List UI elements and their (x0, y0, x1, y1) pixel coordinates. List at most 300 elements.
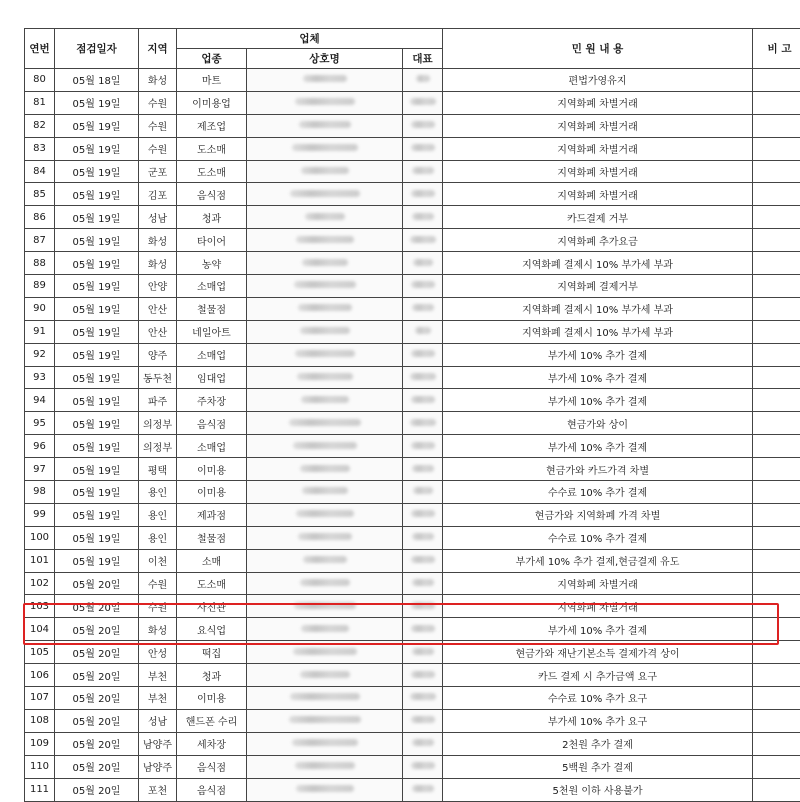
cell-region: 화성 (139, 229, 177, 252)
cell-remarks (753, 641, 800, 664)
redacted-text (301, 167, 349, 174)
cell-date: 05월 19일 (55, 503, 139, 526)
cell-region: 수원 (139, 91, 177, 114)
cell-no: 107 (25, 687, 55, 710)
cell-date: 05월 20일 (55, 687, 139, 710)
redacted-text (412, 465, 434, 472)
cell-shop-name (247, 778, 403, 801)
cell-region: 수원 (139, 137, 177, 160)
cell-complaint: 지역화폐 결제시 10% 부가세 부과 (443, 320, 753, 343)
cell-no: 100 (25, 526, 55, 549)
cell-industry: 철물점 (177, 297, 247, 320)
redacted-text (298, 304, 352, 311)
redacted-text (412, 785, 434, 792)
redacted-text (293, 442, 357, 449)
cell-region: 수원 (139, 572, 177, 595)
cell-industry: 이미용 (177, 458, 247, 481)
table-row (25, 641, 800, 664)
redacted-text (300, 671, 350, 678)
cell-shop-name (247, 481, 403, 504)
cell-shop-name (247, 412, 403, 435)
cell-region: 화성 (139, 252, 177, 275)
cell-owner (403, 252, 443, 275)
cell-shop-name (247, 275, 403, 298)
redacted-text (305, 213, 345, 220)
table-row (25, 183, 800, 206)
cell-shop-name (247, 252, 403, 275)
cell-complaint: 부가세 10% 추가 결제 (443, 366, 753, 389)
cell-no: 93 (25, 366, 55, 389)
cell-region: 김포 (139, 183, 177, 206)
cell-remarks (753, 412, 800, 435)
cell-industry: 네일아트 (177, 320, 247, 343)
cell-date: 05월 20일 (55, 709, 139, 732)
cell-industry: 핸드폰 수리 (177, 709, 247, 732)
cell-industry: 이미용 (177, 481, 247, 504)
cell-region: 의정부 (139, 412, 177, 435)
cell-industry: 사진관 (177, 595, 247, 618)
cell-region: 안산 (139, 297, 177, 320)
cell-date: 05월 19일 (55, 549, 139, 572)
cell-remarks (753, 595, 800, 618)
redacted-text (410, 373, 436, 380)
table-row (25, 343, 800, 366)
cell-no: 108 (25, 709, 55, 732)
redacted-text (412, 533, 434, 540)
table-body (25, 69, 800, 802)
cell-region: 수원 (139, 595, 177, 618)
redacted-text (415, 327, 431, 334)
cell-owner (403, 160, 443, 183)
redacted-text (411, 350, 435, 357)
cell-complaint: 지역화폐 추가요금 (443, 229, 753, 252)
redacted-text (411, 671, 435, 678)
redacted-text (411, 281, 435, 288)
table-row (25, 229, 800, 252)
table-row (25, 458, 800, 481)
cell-no: 104 (25, 618, 55, 641)
complaint-table (24, 28, 800, 802)
cell-no: 94 (25, 389, 55, 412)
cell-industry: 도소매 (177, 137, 247, 160)
redacted-text (303, 75, 347, 82)
cell-complaint: 5백원 추가 결제 (443, 755, 753, 778)
cell-shop-name (247, 160, 403, 183)
cell-industry: 떡집 (177, 641, 247, 664)
cell-no: 87 (25, 229, 55, 252)
redacted-text (292, 144, 358, 151)
redacted-text (289, 716, 361, 723)
table-row (25, 572, 800, 595)
table-row (25, 755, 800, 778)
table-row (25, 137, 800, 160)
cell-industry: 마트 (177, 69, 247, 92)
cell-industry: 제조업 (177, 114, 247, 137)
redacted-text (298, 533, 352, 540)
cell-region: 파주 (139, 389, 177, 412)
redacted-text (410, 236, 436, 243)
redacted-text (412, 213, 434, 220)
cell-shop-name (247, 526, 403, 549)
cell-remarks (753, 69, 800, 92)
cell-industry: 음식점 (177, 755, 247, 778)
cell-no: 84 (25, 160, 55, 183)
header-industry: 업종 (177, 49, 247, 69)
table-row (25, 320, 800, 343)
redacted-text (411, 442, 435, 449)
redacted-text (412, 739, 434, 746)
cell-owner (403, 641, 443, 664)
redacted-text (295, 350, 355, 357)
redacted-text (411, 625, 435, 632)
cell-date: 05월 19일 (55, 183, 139, 206)
cell-date: 05월 18일 (55, 69, 139, 92)
cell-region: 부천 (139, 687, 177, 710)
header-business: 업체 (177, 29, 443, 49)
cell-industry: 철물점 (177, 526, 247, 549)
cell-date: 05월 19일 (55, 275, 139, 298)
cell-date: 05월 20일 (55, 755, 139, 778)
cell-date: 05월 20일 (55, 732, 139, 755)
cell-owner (403, 618, 443, 641)
cell-region: 화성 (139, 618, 177, 641)
cell-no: 89 (25, 275, 55, 298)
cell-owner (403, 526, 443, 549)
cell-remarks (753, 229, 800, 252)
cell-remarks (753, 320, 800, 343)
cell-owner (403, 572, 443, 595)
cell-owner (403, 206, 443, 229)
cell-region: 의정부 (139, 435, 177, 458)
cell-owner (403, 343, 443, 366)
cell-owner (403, 687, 443, 710)
cell-remarks (753, 114, 800, 137)
cell-shop-name (247, 503, 403, 526)
table-row (25, 366, 800, 389)
cell-region: 수원 (139, 114, 177, 137)
cell-region: 성남 (139, 709, 177, 732)
cell-shop-name (247, 435, 403, 458)
cell-complaint: 카드 결제 시 추가금액 요구 (443, 664, 753, 687)
cell-industry: 농약 (177, 252, 247, 275)
cell-remarks (753, 91, 800, 114)
table-row (25, 69, 800, 92)
cell-shop-name (247, 755, 403, 778)
cell-remarks (753, 183, 800, 206)
table-row (25, 549, 800, 572)
cell-remarks (753, 549, 800, 572)
cell-region: 군포 (139, 160, 177, 183)
cell-complaint: 지역화폐 결제거부 (443, 275, 753, 298)
cell-complaint: 부가세 10% 추가 결제 (443, 343, 753, 366)
cell-complaint: 지역화폐 차별거래 (443, 183, 753, 206)
cell-region: 용인 (139, 481, 177, 504)
cell-complaint: 현금가와 상이 (443, 412, 753, 435)
cell-complaint: 카드결제 거부 (443, 206, 753, 229)
cell-industry: 도소매 (177, 572, 247, 595)
redacted-text (300, 579, 350, 586)
cell-industry: 소매 (177, 549, 247, 572)
cell-remarks (753, 618, 800, 641)
table-row (25, 275, 800, 298)
cell-complaint: 지역화폐 차별거래 (443, 160, 753, 183)
cell-date: 05월 20일 (55, 778, 139, 801)
redacted-text (296, 785, 354, 792)
cell-no: 102 (25, 572, 55, 595)
cell-shop-name (247, 458, 403, 481)
cell-shop-name (247, 732, 403, 755)
cell-owner (403, 297, 443, 320)
cell-remarks (753, 526, 800, 549)
redacted-text (295, 98, 355, 105)
cell-owner (403, 664, 443, 687)
cell-region: 평택 (139, 458, 177, 481)
cell-remarks (753, 366, 800, 389)
redacted-text (290, 190, 360, 197)
table-row (25, 595, 800, 618)
redacted-text (412, 579, 434, 586)
cell-shop-name (247, 572, 403, 595)
cell-no: 105 (25, 641, 55, 664)
cell-remarks (753, 160, 800, 183)
cell-complaint: 지역화폐 차별거래 (443, 114, 753, 137)
cell-no: 103 (25, 595, 55, 618)
redacted-text (413, 487, 433, 494)
redacted-text (293, 648, 357, 655)
cell-owner (403, 709, 443, 732)
cell-industry: 도소매 (177, 160, 247, 183)
cell-region: 안산 (139, 320, 177, 343)
cell-date: 05월 19일 (55, 389, 139, 412)
cell-remarks (753, 664, 800, 687)
table-row (25, 160, 800, 183)
cell-no: 82 (25, 114, 55, 137)
cell-remarks (753, 755, 800, 778)
cell-date: 05월 19일 (55, 458, 139, 481)
cell-shop-name (247, 229, 403, 252)
cell-shop-name (247, 183, 403, 206)
cell-complaint: 부가세 10% 추가 결제 (443, 618, 753, 641)
redacted-text (416, 75, 430, 82)
cell-no: 101 (25, 549, 55, 572)
table-header (25, 29, 800, 69)
cell-industry: 요식업 (177, 618, 247, 641)
cell-industry: 타이어 (177, 229, 247, 252)
redacted-text (297, 373, 353, 380)
cell-region: 용인 (139, 526, 177, 549)
cell-region: 화성 (139, 69, 177, 92)
cell-date: 05월 19일 (55, 412, 139, 435)
cell-complaint: 수수료 10% 추가 결제 (443, 481, 753, 504)
cell-shop-name (247, 206, 403, 229)
header-no: 연번 (25, 29, 55, 69)
cell-industry: 세차장 (177, 732, 247, 755)
cell-complaint: 편법가영유지 (443, 69, 753, 92)
cell-industry: 이미용 (177, 687, 247, 710)
cell-shop-name (247, 320, 403, 343)
cell-no: 111 (25, 778, 55, 801)
redacted-text (303, 556, 347, 563)
redacted-text (411, 762, 435, 769)
cell-remarks (753, 503, 800, 526)
cell-region: 남양주 (139, 755, 177, 778)
redacted-text (410, 419, 436, 426)
redacted-text (290, 693, 360, 700)
cell-no: 95 (25, 412, 55, 435)
cell-shop-name (247, 641, 403, 664)
cell-remarks (753, 206, 800, 229)
cell-date: 05월 19일 (55, 435, 139, 458)
cell-industry: 청과 (177, 664, 247, 687)
cell-no: 98 (25, 481, 55, 504)
cell-remarks (753, 275, 800, 298)
table-row (25, 435, 800, 458)
cell-shop-name (247, 709, 403, 732)
redacted-text (412, 167, 434, 174)
redacted-text (411, 190, 435, 197)
redacted-text (296, 236, 354, 243)
cell-shop-name (247, 549, 403, 572)
cell-no: 110 (25, 755, 55, 778)
cell-no: 106 (25, 664, 55, 687)
cell-date: 05월 20일 (55, 641, 139, 664)
redacted-text (289, 419, 361, 426)
cell-shop-name (247, 687, 403, 710)
cell-date: 05월 19일 (55, 297, 139, 320)
cell-shop-name (247, 366, 403, 389)
cell-no: 96 (25, 435, 55, 458)
cell-industry: 주차장 (177, 389, 247, 412)
table-row (25, 481, 800, 504)
cell-shop-name (247, 664, 403, 687)
cell-date: 05월 20일 (55, 572, 139, 595)
cell-no: 88 (25, 252, 55, 275)
cell-industry: 소매업 (177, 275, 247, 298)
table-row (25, 91, 800, 114)
cell-complaint: 현금가와 재난기본소득 결제가격 상이 (443, 641, 753, 664)
table-row (25, 709, 800, 732)
redacted-text (411, 716, 435, 723)
cell-no: 99 (25, 503, 55, 526)
redacted-text (413, 259, 433, 266)
redacted-text (300, 465, 350, 472)
table-row (25, 526, 800, 549)
cell-remarks (753, 458, 800, 481)
cell-no: 81 (25, 91, 55, 114)
cell-region: 양주 (139, 343, 177, 366)
cell-remarks (753, 435, 800, 458)
cell-industry: 제과점 (177, 503, 247, 526)
table-row (25, 206, 800, 229)
cell-shop-name (247, 618, 403, 641)
cell-industry: 음식점 (177, 778, 247, 801)
header-remarks: 비 고 (753, 29, 800, 69)
cell-industry: 소매업 (177, 435, 247, 458)
cell-remarks (753, 252, 800, 275)
cell-owner (403, 229, 443, 252)
cell-shop-name (247, 91, 403, 114)
cell-region: 용인 (139, 503, 177, 526)
redacted-text (292, 739, 358, 746)
cell-complaint: 수수료 10% 추가 결제 (443, 526, 753, 549)
cell-date: 05월 20일 (55, 664, 139, 687)
cell-complaint: 지역화폐 결제시 10% 부가세 부과 (443, 252, 753, 275)
cell-industry: 음식점 (177, 183, 247, 206)
cell-owner (403, 435, 443, 458)
redacted-text (411, 602, 435, 609)
cell-owner (403, 549, 443, 572)
cell-owner (403, 366, 443, 389)
redacted-text (411, 121, 435, 128)
redacted-text (412, 648, 434, 655)
cell-remarks (753, 778, 800, 801)
cell-shop-name (247, 595, 403, 618)
cell-owner (403, 481, 443, 504)
cell-remarks (753, 297, 800, 320)
cell-owner (403, 389, 443, 412)
table-row (25, 389, 800, 412)
cell-no: 83 (25, 137, 55, 160)
cell-complaint: 지역화폐 차별거래 (443, 137, 753, 160)
cell-shop-name (247, 137, 403, 160)
cell-owner (403, 69, 443, 92)
redacted-text (295, 762, 355, 769)
redacted-text (302, 259, 348, 266)
cell-complaint: 지역화폐 차별거래 (443, 91, 753, 114)
cell-complaint: 지역화폐 결제시 10% 부가세 부과 (443, 297, 753, 320)
cell-region: 남양주 (139, 732, 177, 755)
cell-region: 안양 (139, 275, 177, 298)
cell-owner (403, 275, 443, 298)
cell-complaint: 부가세 10% 추가 요구 (443, 709, 753, 732)
cell-remarks (753, 732, 800, 755)
cell-owner (403, 755, 443, 778)
table-row (25, 664, 800, 687)
cell-complaint: 5천원 이하 사용불가 (443, 778, 753, 801)
redacted-text (299, 121, 351, 128)
cell-industry: 이미용업 (177, 91, 247, 114)
redacted-text (410, 693, 436, 700)
cell-date: 05월 19일 (55, 91, 139, 114)
cell-remarks (753, 481, 800, 504)
cell-no: 91 (25, 320, 55, 343)
redacted-text (412, 304, 434, 311)
cell-shop-name (247, 343, 403, 366)
cell-remarks (753, 572, 800, 595)
table-row (25, 778, 800, 801)
cell-industry: 청과 (177, 206, 247, 229)
cell-region: 부천 (139, 664, 177, 687)
table-row (25, 297, 800, 320)
table-row (25, 732, 800, 755)
cell-owner (403, 91, 443, 114)
cell-remarks (753, 709, 800, 732)
cell-remarks (753, 687, 800, 710)
cell-shop-name (247, 297, 403, 320)
cell-remarks (753, 137, 800, 160)
cell-region: 이천 (139, 549, 177, 572)
redacted-text (301, 396, 349, 403)
cell-no: 90 (25, 297, 55, 320)
table-row (25, 252, 800, 275)
cell-no: 109 (25, 732, 55, 755)
table-row (25, 687, 800, 710)
cell-complaint: 현금가와 지역화폐 가격 차별 (443, 503, 753, 526)
redacted-text (294, 281, 356, 288)
cell-date: 05월 20일 (55, 595, 139, 618)
cell-date: 05월 19일 (55, 114, 139, 137)
cell-region: 포천 (139, 778, 177, 801)
